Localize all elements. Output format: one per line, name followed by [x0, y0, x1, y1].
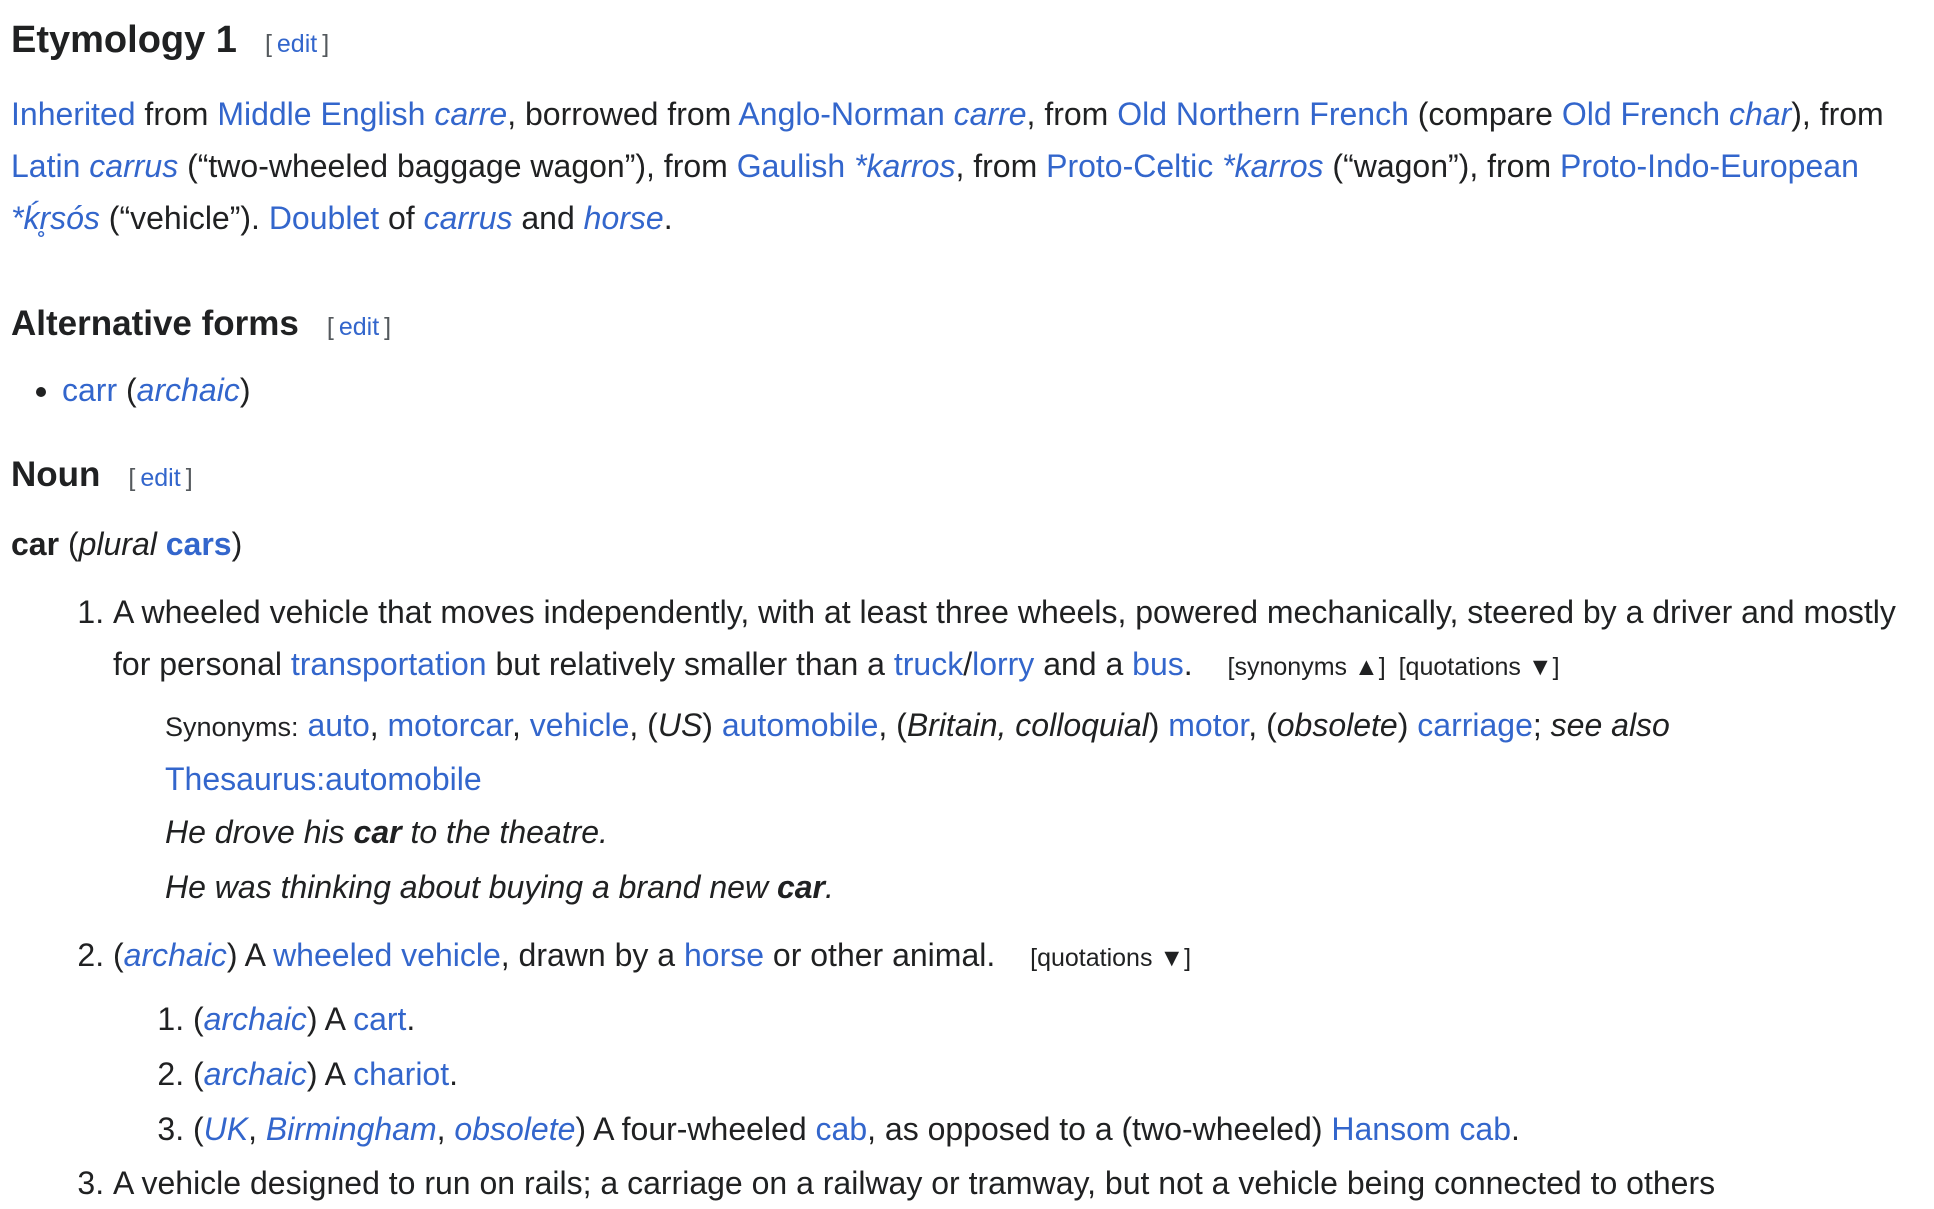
text-run: . [663, 200, 673, 236]
char-link[interactable] [1729, 96, 1791, 132]
text-run: (“vehicle”). [99, 200, 269, 236]
text-run: ) A [306, 1001, 354, 1037]
text-run: but relatively smaller than a [486, 646, 894, 682]
proto-celtic-link[interactable]: Proto-Celtic [1046, 148, 1214, 184]
synonyms-block [113, 699, 1921, 805]
text-run: and a [1034, 646, 1133, 682]
text-run: / [963, 646, 973, 682]
alternative-form-item [62, 364, 250, 416]
sense-1 [113, 586, 1921, 915]
text-run: . [1511, 1111, 1520, 1147]
text-run: from [135, 96, 218, 132]
subsense-1 [193, 992, 1921, 1047]
lorry-link[interactable]: lorry [972, 646, 1035, 682]
hansom-cab-link[interactable]: Hansom cab [1331, 1111, 1512, 1147]
text-run: ( [193, 1111, 204, 1147]
horse-text: horse [583, 200, 664, 236]
etymology-heading [11, 14, 329, 70]
motor-link[interactable]: motor [1168, 707, 1249, 743]
sense-2-toggles [1030, 944, 1197, 972]
alternative-forms-heading-text: Alternative forms [11, 304, 299, 343]
text-run [425, 96, 434, 132]
old-northern-french-link[interactable]: Old Northern French [1117, 96, 1409, 132]
paren-open: ( [59, 526, 79, 562]
birmingham-text: Birmingham [265, 1111, 437, 1147]
etymology-edit-section: [ edit ] [264, 30, 330, 58]
text-run: , ( [878, 707, 907, 743]
text-run: , [248, 1111, 266, 1147]
italic-text: Britain, colloquial [906, 707, 1149, 743]
alternative-forms-heading [11, 298, 391, 353]
text-run: , from [1026, 96, 1118, 132]
obsolete-text: obsolete [454, 1111, 576, 1147]
example-keyword: car [776, 869, 825, 905]
sense-3-definition: A vehicle designed to run on rails; a carriage on a railway or tramway, but not a vehicle being connected to others [113, 1165, 1716, 1201]
text-run: , drawn by a [500, 937, 684, 973]
quotations-toggle[interactable]: [quotations ▼] [1398, 653, 1560, 681]
text-run: ) A [306, 1056, 354, 1092]
thesaurus-automobile-link[interactable]: Thesaurus:automobile [165, 761, 482, 797]
horse-link[interactable] [584, 200, 664, 236]
chariot-link[interactable]: chariot [353, 1056, 450, 1092]
paren-close: ) [239, 372, 251, 408]
bus-link[interactable]: bus [1132, 646, 1184, 682]
text-run: ) [702, 707, 722, 743]
cart-link[interactable]: cart [353, 1001, 407, 1037]
senses-list [11, 586, 1921, 1209]
text-run [945, 96, 954, 132]
carre-text: carre [434, 96, 508, 132]
archaic-text: archaic [203, 1001, 307, 1037]
plural-label: plural [78, 526, 157, 562]
archaic-link[interactable] [204, 1056, 307, 1092]
text-run: , [369, 707, 388, 743]
text-run: ) [1397, 707, 1418, 743]
text-run: , ( [629, 707, 658, 743]
subsense-3 [193, 1102, 1921, 1157]
text-run: ( [113, 937, 124, 973]
gaulish-link[interactable]: Gaulish [736, 148, 846, 184]
text-run: (“wagon”), from [1323, 148, 1560, 184]
sense-2-definition [113, 937, 995, 973]
text-run: . [406, 1001, 416, 1037]
text-run: , from [955, 148, 1047, 184]
karros-text: *karros [854, 148, 956, 184]
transportation-link[interactable]: transportation [290, 646, 487, 682]
synonyms-label: Synonyms: [165, 712, 299, 742]
carrus-text: carrus [89, 148, 179, 184]
text-run: A wheeled vehicle that moves independently, with at least three wheels, powered mechanically, steered by a driver and mostly for personal [113, 594, 1896, 682]
carrus-link[interactable] [89, 148, 178, 184]
text-run: ), from [1791, 96, 1884, 132]
inherited-link[interactable]: Inherited [11, 96, 136, 132]
usage-example-1 [113, 805, 1921, 860]
synonyms-list [165, 707, 1670, 797]
text-run: (“two-wheeled baggage wagon”), from [178, 148, 737, 184]
latin-link[interactable]: Latin [11, 148, 81, 184]
italic-text: see also [1550, 707, 1670, 743]
r-s-s-text: *ḱr̥sós [11, 200, 100, 236]
example-text: He was thinking about buying a brand new [165, 869, 777, 905]
carre-link[interactable] [954, 96, 1027, 132]
text-run: , as opposed to a (two-wheeled) [867, 1111, 1332, 1147]
noun-edit-section: [ edit ] [128, 464, 193, 492]
text-run: , [512, 707, 530, 743]
archaic-text: archaic [203, 1056, 307, 1092]
alternative-form-carr-link[interactable]: carr [62, 372, 118, 408]
anglo-norman-link[interactable]: Anglo-Norman [738, 96, 945, 132]
carre-text: carre [953, 96, 1027, 132]
text-run: . [449, 1056, 458, 1092]
text-run [1720, 96, 1729, 132]
truck-link[interactable]: truck [893, 646, 964, 682]
text-run: ) A four-wheeled [575, 1111, 816, 1147]
text-run: , borrowed from [507, 96, 739, 132]
vehicle-link[interactable]: vehicle [529, 707, 630, 743]
alternative-forms-edit-section: [ edit ] [326, 313, 392, 341]
paren-open: ( [117, 372, 137, 408]
text-run [1213, 148, 1222, 184]
uk-link[interactable] [204, 1111, 248, 1147]
text-run: and [512, 200, 584, 236]
text-run: ; [1532, 707, 1551, 743]
text-run: ( [193, 1056, 204, 1092]
noun-heading [11, 449, 193, 504]
example-text: . [825, 869, 834, 905]
auto-link[interactable]: auto [307, 707, 370, 743]
birmingham-link[interactable] [266, 1111, 437, 1147]
wheeled-vehicle-link[interactable]: wheeled vehicle [273, 937, 501, 973]
alternative-forms-list [11, 364, 250, 416]
sense-3 [113, 1157, 1921, 1209]
etymology-paragraph [11, 88, 1911, 244]
text-run: ) A [226, 937, 274, 973]
karros-text: *karros [1222, 148, 1324, 184]
text-run: or other animal. [764, 937, 996, 973]
proto-indo-european-link[interactable]: Proto-Indo-European [1560, 148, 1859, 184]
cab-link[interactable]: cab [815, 1111, 868, 1147]
text-run: ( [193, 1001, 204, 1037]
motorcar-link[interactable]: motorcar [387, 707, 512, 743]
carrus-link[interactable] [424, 200, 513, 236]
char-text: char [1728, 96, 1792, 132]
sense-1-toggles [1228, 653, 1566, 681]
plural-form-link[interactable] [166, 526, 232, 562]
text-run: , [436, 1111, 455, 1147]
text-run: , ( [1248, 707, 1277, 743]
old-french-link[interactable]: Old French [1561, 96, 1721, 132]
archaic-qualifier-text: archaic [136, 372, 240, 408]
example-keyword: car [353, 814, 402, 850]
etymology-edit-link[interactable]: edit [276, 30, 318, 58]
archaic-link[interactable] [204, 1001, 307, 1037]
text-run: of [379, 200, 424, 236]
doublet-link[interactable]: Doublet [268, 200, 380, 236]
text-run [845, 148, 854, 184]
automobile-link[interactable]: automobile [721, 707, 879, 743]
carriage-link[interactable]: carriage [1417, 707, 1533, 743]
horse-link[interactable]: horse [683, 937, 765, 973]
headword-line [11, 518, 242, 570]
headword: car [11, 526, 60, 562]
alternative-forms-edit-link[interactable]: edit [338, 313, 380, 341]
text-run [80, 148, 89, 184]
uk-text: UK [203, 1111, 249, 1147]
plural-form-text: cars [165, 526, 232, 562]
example-text: He drove his [165, 814, 354, 850]
sense-1-definition [113, 594, 1896, 682]
karros-link[interactable] [854, 148, 955, 184]
r-s-s-link[interactable] [11, 200, 100, 236]
example-text: to the theatre. [401, 814, 608, 850]
subsenses-list [113, 992, 1921, 1157]
archaic-link[interactable] [124, 937, 227, 973]
italic-text: obsolete [1276, 707, 1398, 743]
usage-example-2 [113, 860, 1921, 915]
sense-2 [113, 929, 1921, 1157]
archaic-qualifier-link[interactable] [137, 372, 240, 408]
italic-text: US [657, 707, 703, 743]
subsense-2 [193, 1047, 1921, 1102]
synonyms-toggle[interactable]: [synonyms ▲] [1227, 653, 1386, 681]
obsolete-link[interactable] [454, 1111, 575, 1147]
etymology-heading-text: Etymology 1 [11, 19, 237, 61]
middle-english-link[interactable]: Middle English [217, 96, 426, 132]
carre-link[interactable] [434, 96, 507, 132]
noun-edit-link[interactable]: edit [140, 464, 181, 492]
carrus-text: carrus [423, 200, 513, 236]
noun-heading-text: Noun [11, 455, 101, 494]
text-run: (compare [1408, 96, 1562, 132]
archaic-text: archaic [123, 937, 227, 973]
text-run: . [1183, 646, 1193, 682]
quotations-toggle[interactable]: [quotations ▼] [1030, 944, 1192, 972]
text-run: ) [1148, 707, 1169, 743]
karros-link[interactable] [1222, 148, 1323, 184]
paren-close: ) [231, 526, 243, 562]
